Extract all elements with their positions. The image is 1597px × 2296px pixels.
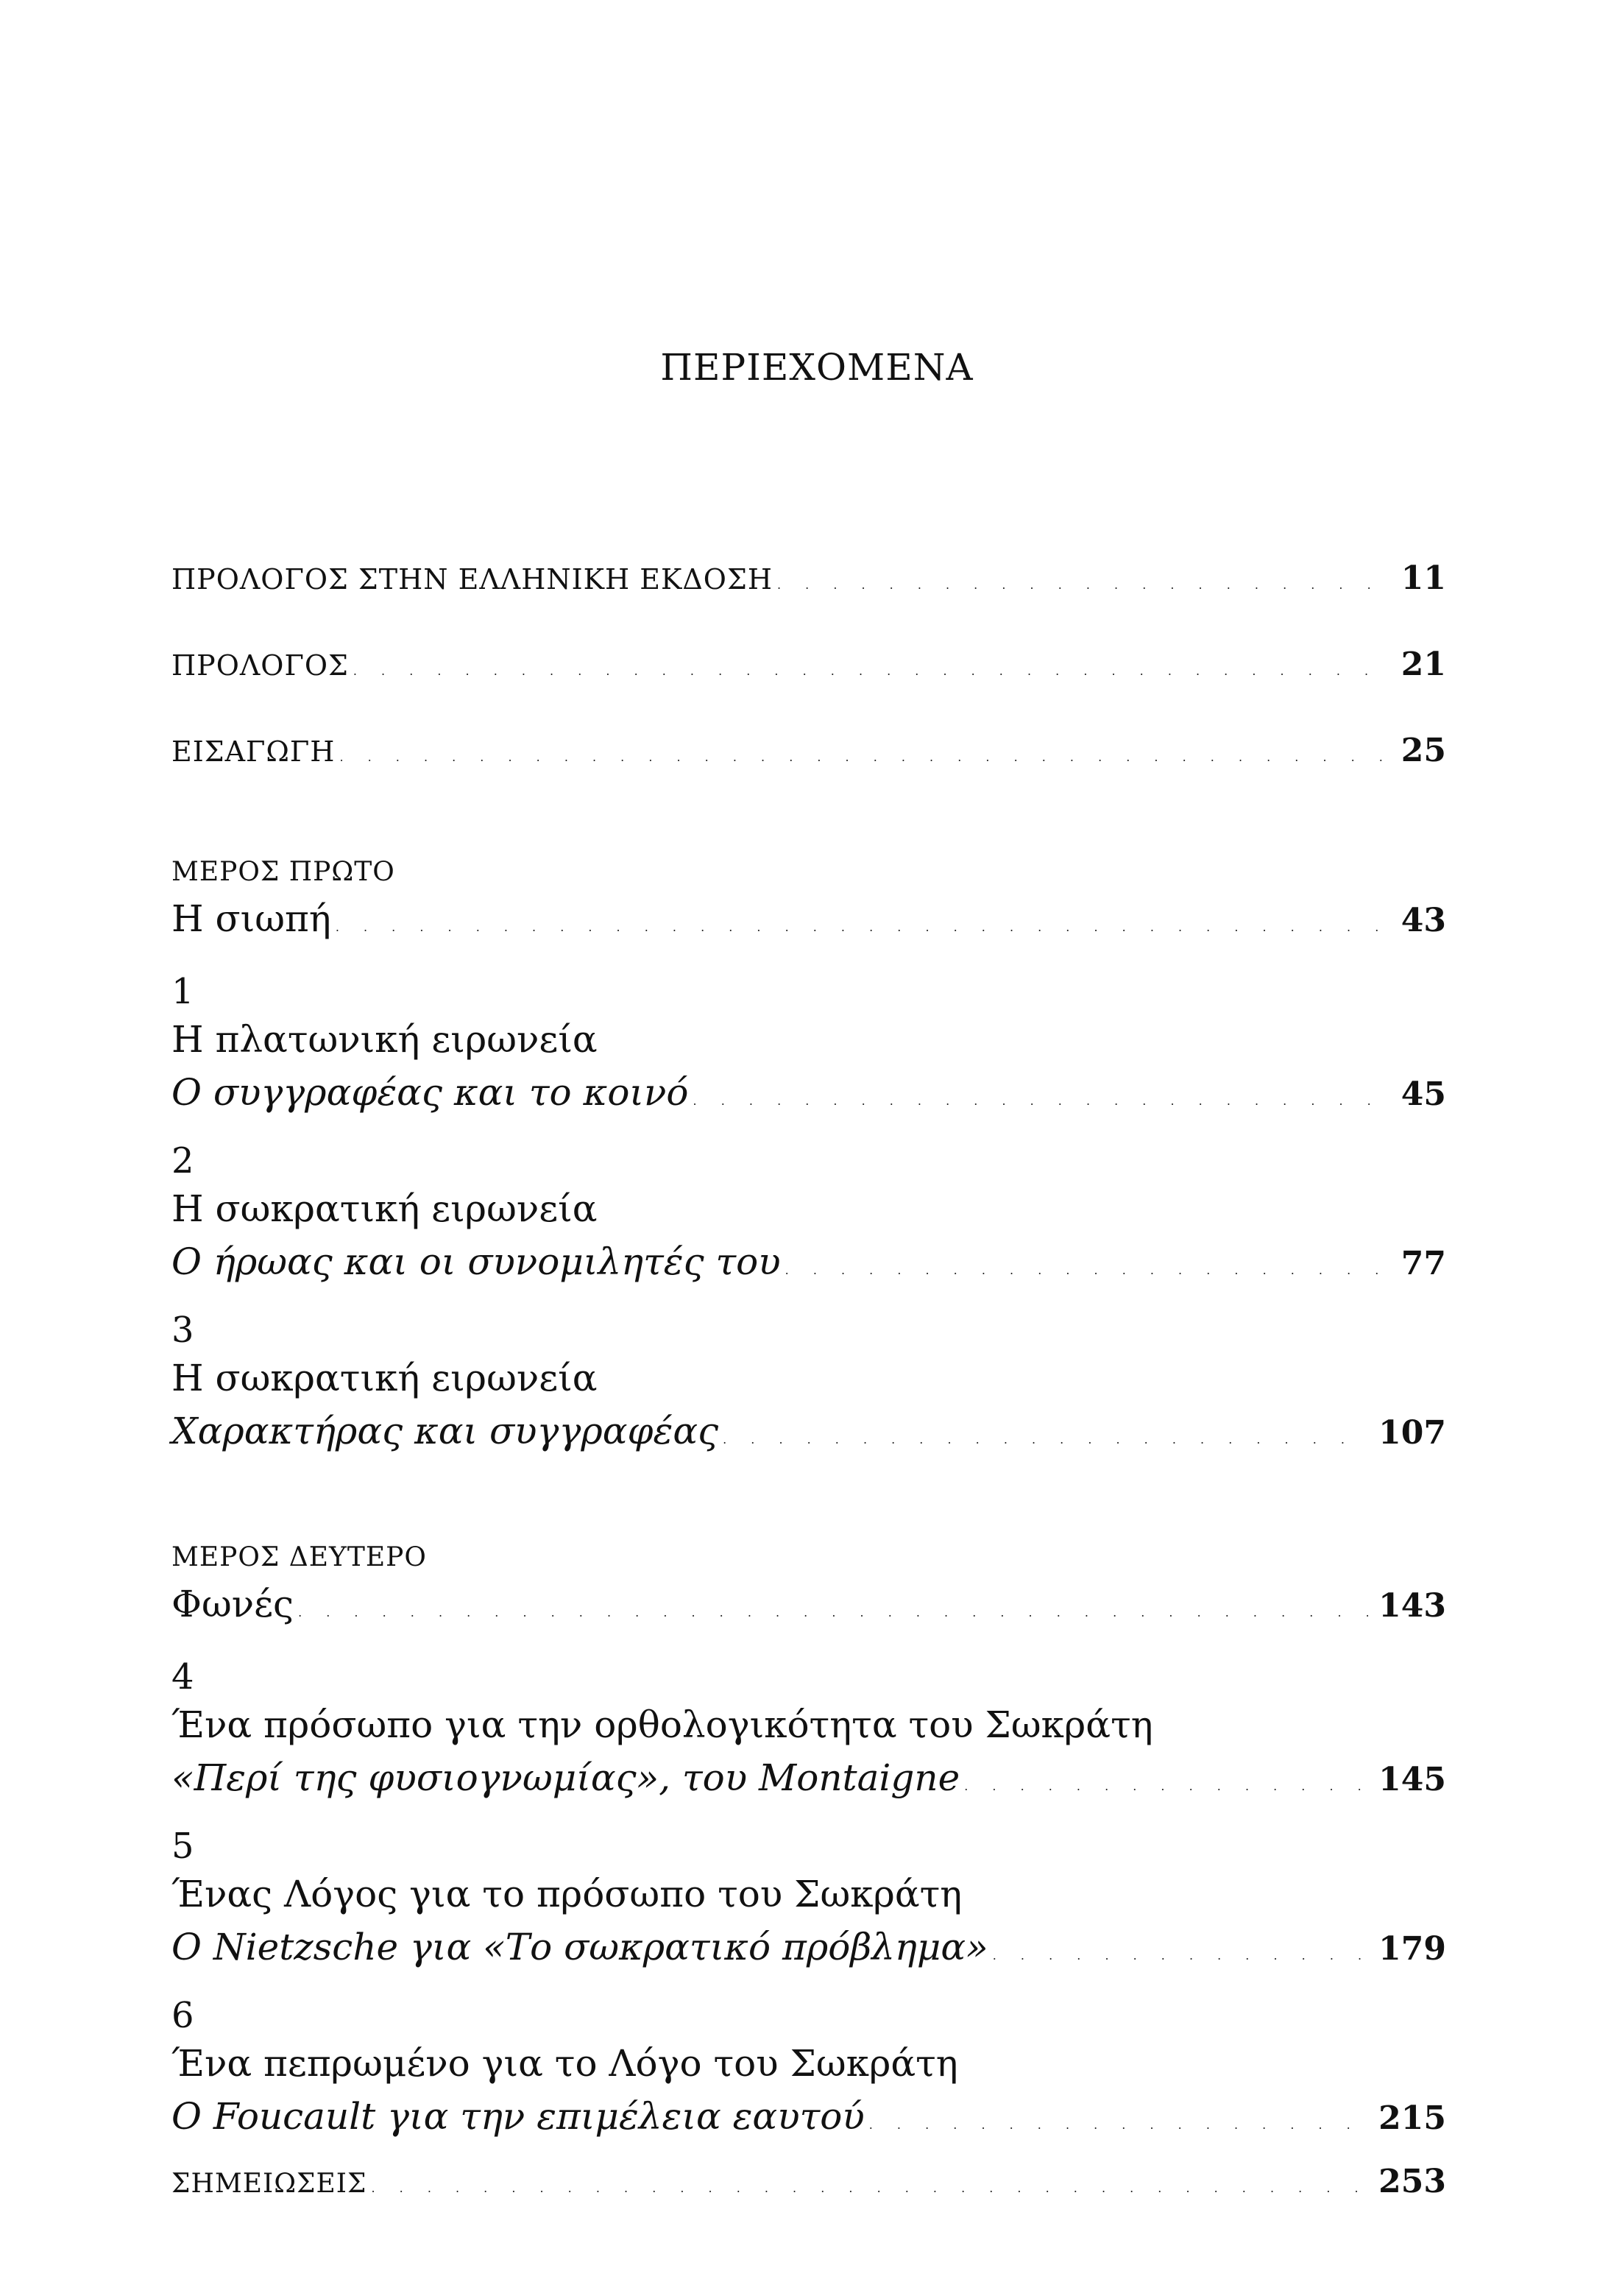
toc-page-number: 25 [1401, 732, 1446, 769]
chapter-title: Η σωκρατική ειρωνεία [171, 1187, 598, 1230]
toc-entry-label: Η σιωπή [171, 897, 331, 940]
dot-leader [298, 1606, 1368, 1619]
toc-entry-introduction [171, 732, 1446, 777]
toc-entry-chapter [171, 1410, 1446, 1463]
part-heading: ΜΕΡΟΣ ΠΡΩΤΟ [171, 857, 395, 887]
dot-leader [371, 2181, 1368, 2195]
chapter-subtitle: Ο Nietzsche για «Το σωκρατικό πρόβλημα» [171, 1926, 988, 1968]
toc-page-number: 145 [1378, 1761, 1446, 1798]
toc-page-number: 143 [1378, 1587, 1446, 1625]
dot-leader [693, 1094, 1391, 1108]
toc-entry-part-title [171, 897, 1446, 955]
toc-page-number: 179 [1378, 1930, 1446, 1968]
dot-leader [964, 1779, 1368, 1793]
toc-page-number: 77 [1401, 1245, 1446, 1282]
toc-page-number: 253 [1378, 2163, 1446, 2200]
toc-entry-chapter [171, 1071, 1446, 1124]
chapter-title: Η πλατωνική ειρωνεία [171, 1018, 598, 1061]
toc-entry-chapter [171, 1926, 1446, 1979]
chapter-number: 6 [171, 1995, 194, 2036]
chapter-title: Ένας Λόγος για το πρόσωπο του Σωκράτη [171, 1873, 963, 1915]
dot-leader [993, 1949, 1368, 1963]
chapter-subtitle: Ο Foucault για την επιμέλεια εαυτού [171, 2095, 865, 2138]
chapter-title: Ένα πεπρωμένο για το Λόγο του Σωκράτη [171, 2042, 958, 2085]
dot-leader [336, 920, 1391, 934]
toc-page-number: 215 [1378, 2099, 1446, 2137]
toc-entry-label: ΠΡΟΛΟΓΟΣ ΣΤΗΝ ΕΛΛΗΝΙΚΗ ΕΚΔΟΣΗ [171, 563, 773, 596]
toc-entry-label: ΕΙΣΑΓΩΓΗ [171, 735, 336, 768]
chapter-title: Η σωκρατική ειρωνεία [171, 1357, 598, 1399]
dot-leader [339, 750, 1390, 764]
dot-leader [353, 664, 1391, 678]
toc-entry-greek-preface [171, 559, 1446, 605]
chapter-number: 4 [171, 1656, 194, 1698]
toc-page-number: 11 [1401, 559, 1446, 597]
toc-entry-label: ΣΗΜΕΙΩΣΕΙΣ [171, 2169, 367, 2199]
toc-entry-label: Φωνές [171, 1583, 294, 1625]
chapter-number: 3 [171, 1310, 194, 1351]
toc-entry-chapter [171, 1240, 1446, 1293]
part-heading: ΜΕΡΟΣ ΔΕΥΤΕΡΟ [171, 1542, 427, 1572]
chapter-number: 2 [171, 1140, 194, 1181]
chapter-number: 1 [171, 971, 194, 1012]
page-title: ΠΕΡΙΕΧΟΜΕΝΑ [660, 346, 974, 389]
toc-entry-chapter [171, 1756, 1446, 1809]
chapter-title: Ένα πρόσωπο για την ορθολογικότητα του Σωκράτη [171, 1703, 1153, 1746]
chapter-subtitle: Ο συγγραφέας και το κοινό [171, 1071, 689, 1114]
toc-entry-label: ΠΡΟΛΟΓΟΣ [171, 649, 349, 682]
dot-leader [723, 1433, 1368, 1447]
toc-entry-part-title [171, 1583, 1446, 1640]
toc-page-number: 21 [1401, 646, 1446, 683]
chapter-subtitle: Χαρακτήρας και συγγραφέας [171, 1410, 719, 1452]
table-of-contents [171, 559, 1446, 2208]
toc-page-number: 107 [1378, 1414, 1446, 1452]
chapter-subtitle: Ο ήρωας και οι συνομιλητές του [171, 1240, 781, 1283]
toc-entry-notes [171, 2163, 1446, 2208]
dot-leader [785, 1263, 1391, 1277]
dot-leader [777, 578, 1391, 592]
chapter-number: 5 [171, 1826, 194, 1867]
toc-entry-preface [171, 646, 1446, 691]
toc-page-number: 45 [1401, 1075, 1446, 1113]
toc-entry-chapter [171, 2095, 1446, 2148]
dot-leader [869, 2118, 1368, 2132]
chapter-subtitle: «Περί της φυσιογνωμίας», του Montaigne [171, 1756, 960, 1799]
toc-page-number: 43 [1401, 902, 1446, 939]
